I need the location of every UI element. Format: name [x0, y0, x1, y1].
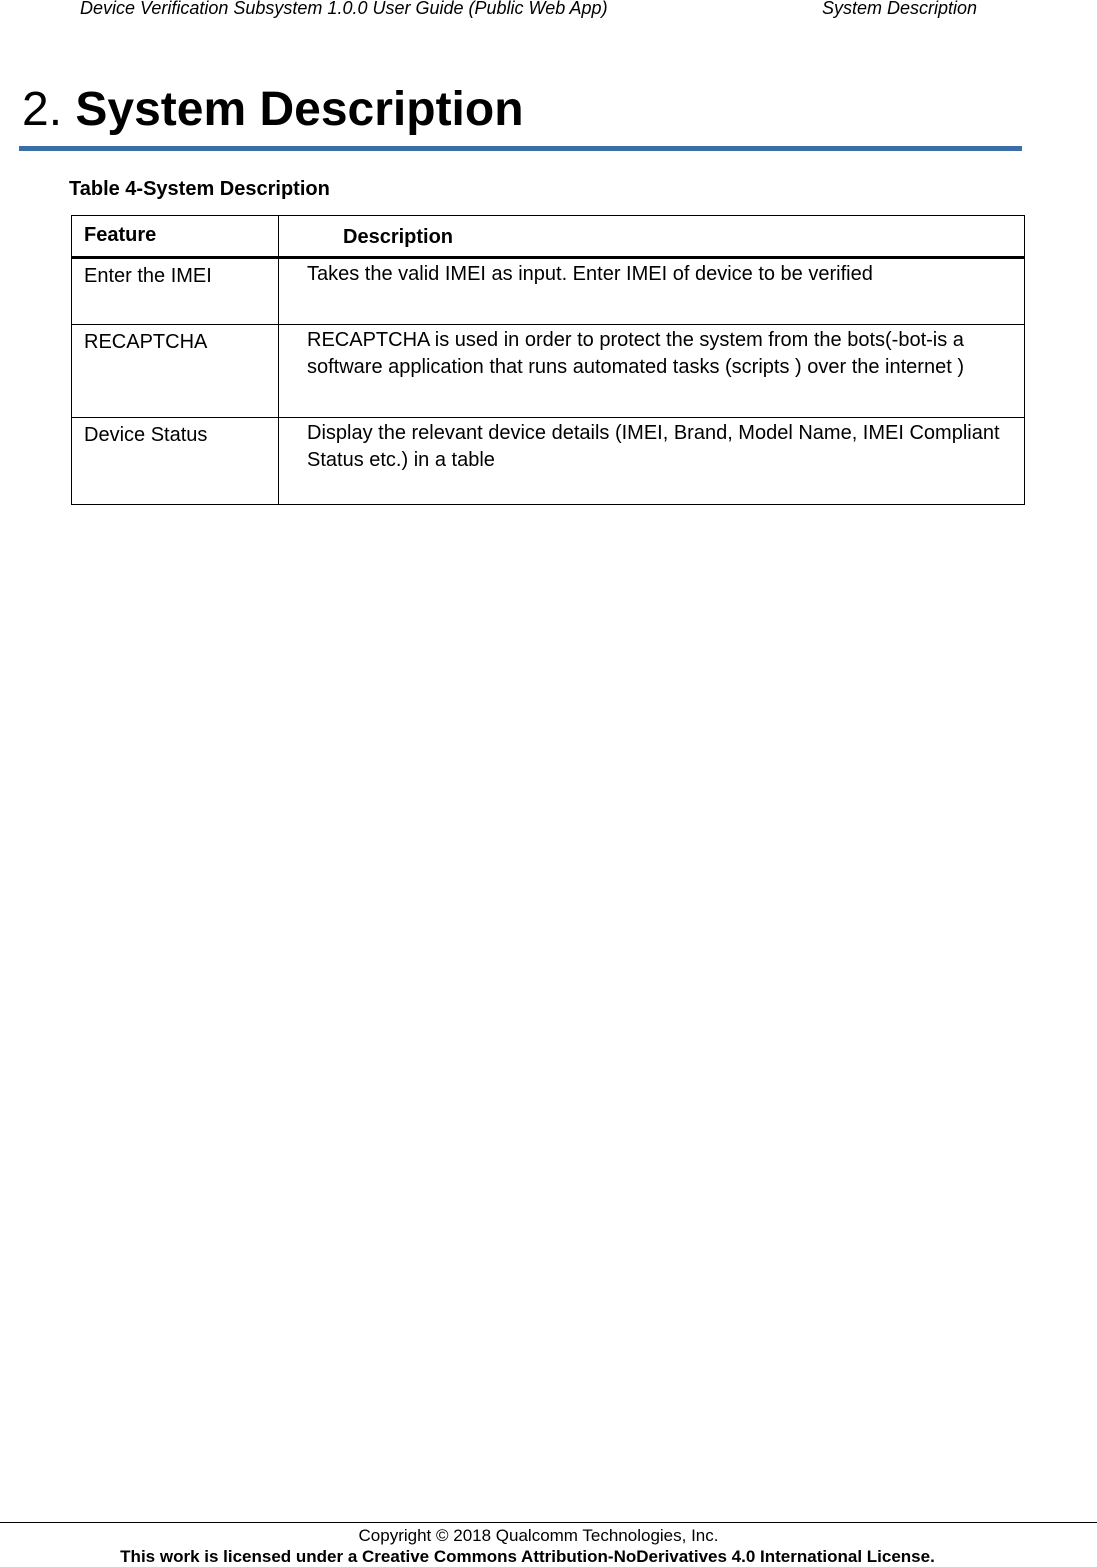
feature-cell: Enter the IMEI	[72, 258, 279, 325]
table-caption: Table 4-System Description	[69, 178, 330, 200]
table-row	[72, 258, 1025, 325]
feature-cell: RECAPTCHA	[72, 325, 279, 418]
heading-rule	[19, 146, 1022, 151]
column-header-feature: Feature	[72, 216, 279, 258]
table-header-row	[72, 216, 1025, 258]
section-number: 2.	[22, 83, 63, 136]
description-cell: Takes the valid IMEI as input. Enter IMEI of device to be verified	[279, 258, 1025, 325]
running-header-title: Device Verification Subsystem 1.0.0 User Guide (Public Web App)	[80, 0, 608, 18]
footer-license: This work is licensed under a Creative Commons Attribution-NoDerivatives 4.0 International License.	[120, 1547, 935, 1566]
running-header-section: System Description	[822, 0, 978, 18]
column-header-description: Description	[279, 216, 1025, 258]
footer-rule	[0, 1522, 1097, 1523]
footer-copyright: Copyright © 2018 Qualcomm Technologies, Inc.	[358, 1526, 719, 1545]
table-row	[72, 418, 1025, 505]
description-cell: Display the relevant device details (IMEI, Brand, Model Name, IMEI Compliant Status etc.) in a table	[279, 418, 1025, 505]
system-description-table	[71, 215, 1025, 505]
table-row	[72, 325, 1025, 418]
section-heading	[22, 80, 524, 140]
feature-cell: Device Status	[72, 418, 279, 505]
description-cell: RECAPTCHA is used in order to protect the system from the bots(-bot-is a software application that runs automated tasks (scripts ) over the internet )	[279, 325, 1025, 418]
section-title: System Description	[75, 83, 524, 136]
